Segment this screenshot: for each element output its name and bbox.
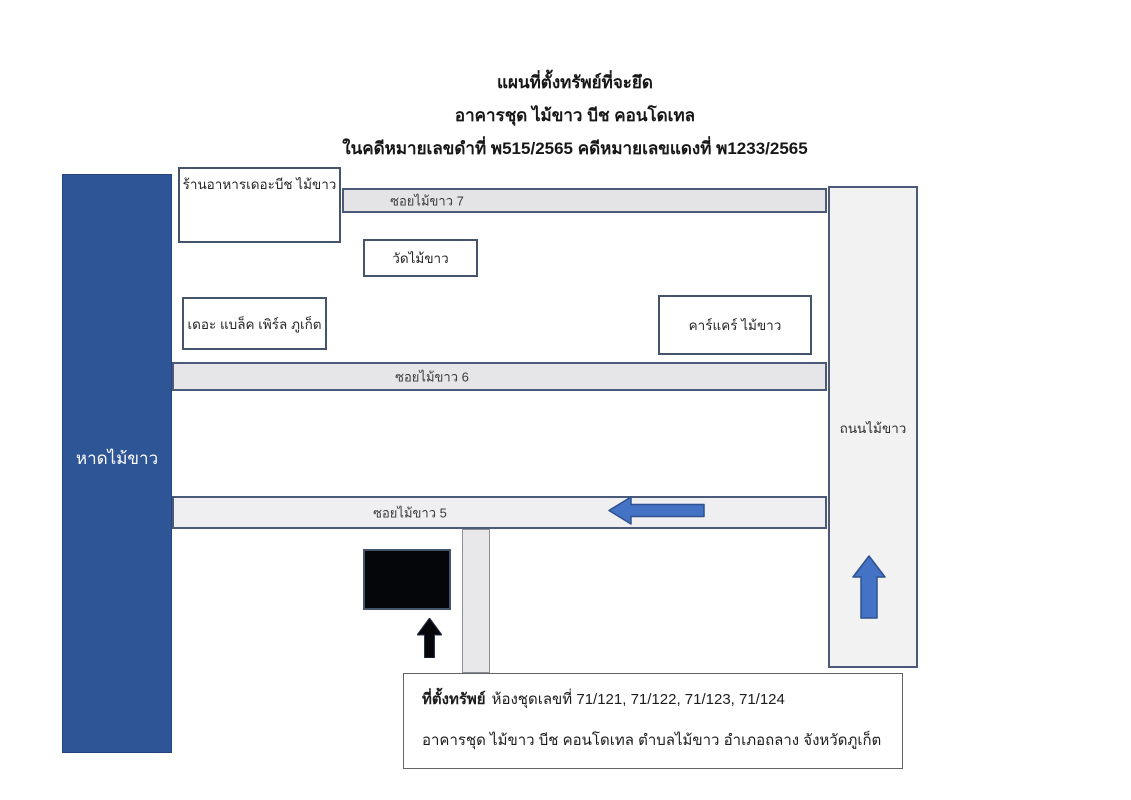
landmark-car-care — [658, 295, 812, 355]
road-soi-mai-khao-6 — [172, 362, 827, 391]
road-soi-7-label: ซอยไม้ขาว 7 — [390, 193, 464, 208]
hotel-label: เดอะ แบล็ค เพิร์ล ภูเก็ต — [187, 316, 322, 332]
property-arrow-up-icon — [417, 618, 442, 658]
map-title: แผนที่ตั้งทรัพย์ที่จะยึด — [497, 73, 653, 92]
beach-label: หาดไม้ขาว — [75, 449, 159, 468]
property-info-title: ที่ตั้งทรัพย์ — [422, 691, 486, 708]
property-marker — [363, 549, 451, 610]
map-subtitle-case-number: ในคดีหมายเลขดำที่ พ515/2565 คดีหมายเลขแดงที่ พ1233/2565 — [342, 139, 808, 158]
property-info-line2: อาคารชุด ไม้ขาว บีช คอนโดเทล ตำบลไม้ขาว อำเภอถลาง จังหวัดภูเก็ต — [422, 732, 882, 749]
landmark-black-pearl — [182, 297, 327, 350]
landmark-beach-restaurant — [178, 167, 341, 243]
temple-label: วัดไม้ขาว — [392, 251, 449, 266]
landmark-wat-mai-khao — [363, 239, 478, 277]
map-subtitle-building: อาคารชุด ไม้ขาว บีช คอนโดเทล — [454, 106, 696, 125]
property-info-box — [403, 673, 903, 769]
road-soi-mai-khao-5 — [172, 496, 827, 529]
road-soi-5-label: ซอยไม้ขาว 5 — [373, 505, 447, 520]
road-soi-6-label: ซอยไม้ขาว 6 — [395, 369, 469, 384]
arrow-up-icon — [852, 555, 886, 619]
property-info-line1 — [422, 687, 902, 711]
access-road — [462, 529, 490, 673]
mai-khao-beach-area — [62, 174, 172, 753]
property-unit-numbers: ห้องชุดเลขที่ 71/121, 71/122, 71/123, 71/124 — [491, 691, 785, 708]
main-road-label: ถนนไม้ขาว — [839, 421, 907, 436]
arrow-left-icon — [608, 495, 705, 526]
car-care-label: คาร์แคร์ ไม้ขาว — [688, 318, 782, 333]
restaurant-label: ร้านอาหารเดอะบีช ไม้ขาว — [182, 177, 337, 192]
road-soi-mai-khao-7 — [342, 188, 827, 213]
